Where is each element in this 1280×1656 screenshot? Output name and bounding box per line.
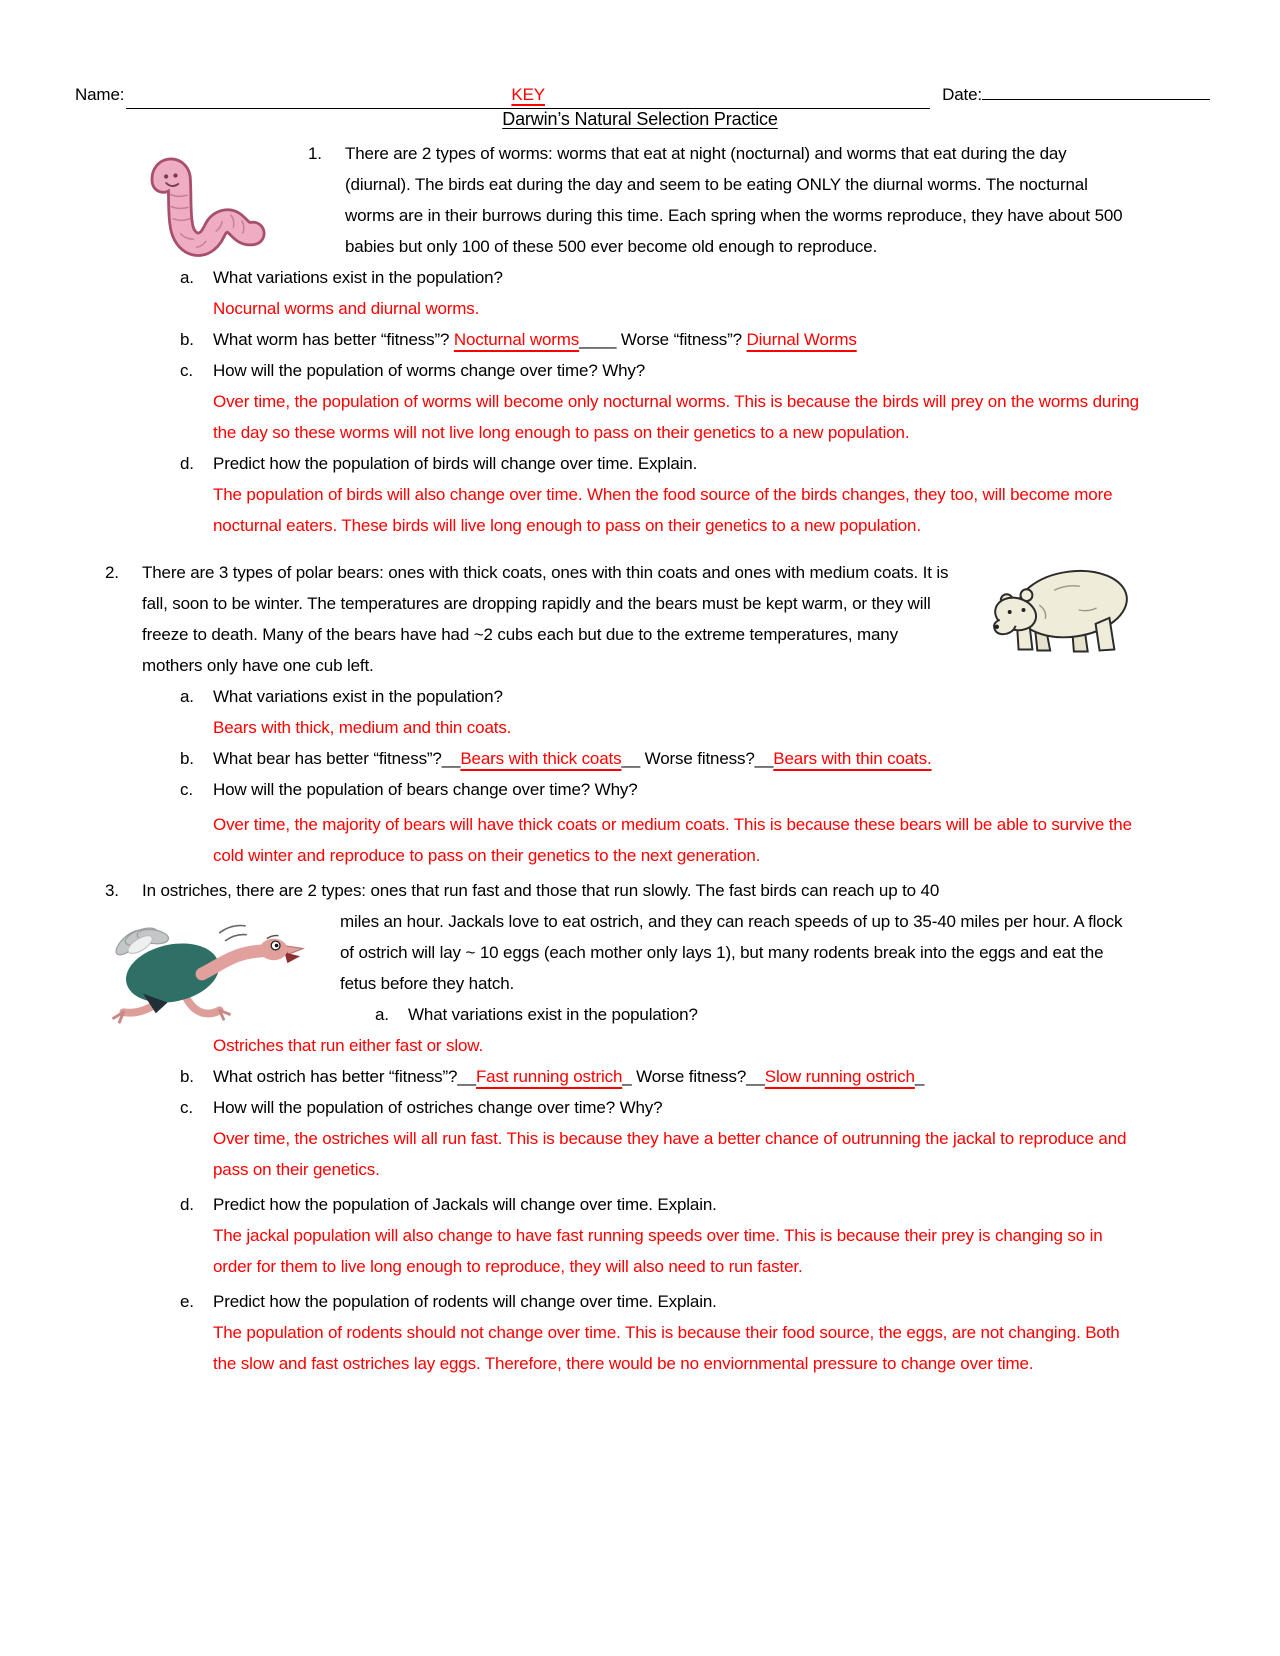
q1-part-b <box>180 324 1145 355</box>
q2-b-question: What bear has better “fitness”? <box>213 749 442 768</box>
q3-b-answer-worse: Slow running ostrich <box>764 1067 915 1086</box>
q3-intro-line1 <box>105 875 1235 906</box>
q1-b-answer-worse: Diurnal Worms <box>746 330 857 349</box>
q2-c-answer: Over time, the majority of bears will have thick coats or medium coats. This is because these bears will be able to survive the cold winter and reproduce to pass on their genetics to the next generation. <box>213 815 1132 865</box>
q3-b-blank3: __ <box>746 1067 765 1086</box>
date-label: Date: <box>942 85 982 104</box>
q3-b-blank4: _ <box>914 1067 925 1086</box>
q1-number: 1. <box>308 144 322 163</box>
q2-a-question: What variations exist in the population? <box>213 687 503 706</box>
q2-intro-text: There are 3 types of polar bears: ones with thick coats, ones with thin coats and ones with medium coats. It is fall, soon to be winter. The temperatures are dropping rapidly and the bears must be kept warm, or they will freeze to death. Many of the bears have had ~2 cubs each but due to the extreme temperatures, many mothers only have one cub left. <box>142 563 949 675</box>
q1-part-d <box>180 448 1145 479</box>
q3-intro-rest: miles an hour. Jackals love to eat ostrich, and they can reach speeds of up to 35-40 miles per hour. A flock of ostrich will lay ~ 10 eggs (each mother only lays 1), but many rodents break into the eggs and eat the fetus before they hatch. <box>340 912 1123 993</box>
q1-intro-text: There are 2 types of worms: worms that eat at night (nocturnal) and worms that eat during the day (diurnal). The birds eat during the day and seem to be eating ONLY the diurnal worms. The nocturnal worms are in their burrows during this time. Each spring when the worms reproduce, they have about 500 babies but only 100 of these 500 ever become old enough to reproduce. <box>345 144 1123 256</box>
q1-c-answer: Over time, the population of worms will become only nocturnal worms. This is because the birds will prey on the worms during the day so these worms will not live long enough to pass on their genetics to a new population. <box>213 392 1139 442</box>
q3-parts <box>180 999 1145 1379</box>
q3-d-question: Predict how the population of Jackals will change over time. Explain. <box>213 1195 717 1214</box>
q3-c-answer: Over time, the ostriches will all run fast. This is because they have a better chance of outrunning the jackal to reproduce and pass on their genetics. <box>213 1129 1127 1179</box>
q2-b-line <box>213 743 932 774</box>
q3-b-blank2: _ <box>622 1067 632 1086</box>
q2-parts <box>180 681 1145 871</box>
q3-a-answer: Ostriches that run either fast or slow. <box>213 1036 484 1055</box>
q1-b-worse-label: Worse “fitness”? <box>616 330 747 349</box>
q3-c-letter: c. <box>180 1098 193 1117</box>
q2-b-blank1: __ <box>441 749 461 768</box>
q3-part-b <box>180 1061 1145 1092</box>
q3-b-blank1: __ <box>457 1067 476 1086</box>
q1-c-question: How will the population of worms change over time? Why? <box>213 361 646 380</box>
q2-c-question: How will the population of bears change over time? Why? <box>213 780 638 799</box>
q1-d-letter: d. <box>180 454 194 473</box>
q3-intro-line1-text: In ostriches, there are 2 types: ones that run fast and those that run slowly. The fast birds can reach up to 40 <box>142 881 940 900</box>
q3-d-answer: The jackal population will also change to have fast running speeds over time. This is because their prey is changing so in order for them to live long enough to reproduce, they will also need to run faster. <box>213 1226 1103 1276</box>
q1-part-c <box>180 355 1145 386</box>
question-1 <box>0 138 1280 541</box>
polar-bear-illustration-icon <box>985 549 1143 671</box>
q3-part-e <box>180 1286 1145 1317</box>
q3-a-question: What variations exist in the population? <box>408 1005 698 1024</box>
ostrich-illustration-icon <box>92 919 307 1027</box>
q2-b-blank3: __ <box>754 749 774 768</box>
q2-part-b <box>180 743 1145 774</box>
worksheet-body <box>0 138 1280 1379</box>
q1-b-letter: b. <box>180 330 194 349</box>
q3-b-letter: b. <box>180 1067 194 1086</box>
q3-b-question: What ostrich has better “fitness”? <box>213 1067 458 1086</box>
q2-intro <box>105 557 960 681</box>
q2-part-a <box>180 681 1145 712</box>
key-answer: KEY <box>511 85 545 104</box>
q1-d-question: Predict how the population of birds will change over time. Explain. <box>213 454 698 473</box>
q1-d-answer: The population of birds will also change over time. When the food source of the birds changes, they too, will become more nocturnal eaters. These birds will live long enough to pass on their genetics to a new population. <box>213 485 1113 535</box>
q1-b-answer-better: Nocturnal worms <box>453 330 580 349</box>
q2-number: 2. <box>105 563 119 582</box>
q2-b-blank2: __ <box>621 749 641 768</box>
q1-a-answer: Nocurnal worms and diurnal worms. <box>213 299 480 318</box>
q3-b-worse-label: Worse fitness? <box>631 1067 747 1086</box>
q2-b-letter: b. <box>180 749 194 768</box>
q1-b-line <box>213 324 857 355</box>
q1-intro <box>308 138 1136 262</box>
q2-a-letter: a. <box>180 687 194 706</box>
q3-e-answer: The population of rodents should not change over time. This is because their food source, the eggs, are not changing. Both the slow and fast ostriches lay eggs. Therefore, there would be no enviornmental pressure to change over time. <box>213 1323 1120 1373</box>
q3-b-line <box>213 1061 924 1092</box>
q1-part-a <box>180 262 1145 293</box>
name-label: Name: <box>75 85 125 104</box>
q1-b-blank: ____ <box>579 330 617 349</box>
q3-part-a <box>375 999 1145 1030</box>
q2-part-c <box>180 774 1145 805</box>
question-2 <box>0 557 1280 871</box>
q2-b-answer-worse: Bears with thin coats. <box>773 749 932 768</box>
q2-b-answer-better: Bears with thick coats <box>460 749 622 768</box>
q3-e-question: Predict how the population of rodents will change over time. Explain. <box>213 1292 717 1311</box>
q1-a-letter: a. <box>180 268 194 287</box>
q1-parts <box>180 262 1145 541</box>
question-3 <box>0 875 1280 1379</box>
q2-a-answer: Bears with thick, medium and thin coats. <box>213 718 512 737</box>
q1-a-question: What variations exist in the population? <box>213 268 503 287</box>
q1-c-letter: c. <box>180 361 193 380</box>
page-title: Darwin’s Natural Selection Practice <box>502 109 778 129</box>
q1-b-question: What worm has better “fitness”? <box>213 330 454 349</box>
q3-e-letter: e. <box>180 1292 194 1311</box>
q2-c-letter: c. <box>180 780 193 799</box>
q3-d-letter: d. <box>180 1195 194 1214</box>
q3-a-letter: a. <box>375 1005 389 1024</box>
q3-part-c <box>180 1092 1145 1123</box>
q3-c-question: How will the population of ostriches change over time? Why? <box>213 1098 663 1117</box>
q3-number: 3. <box>105 881 119 900</box>
worm-illustration-icon <box>126 152 266 270</box>
date-line <box>982 74 1210 100</box>
q3-part-d <box>180 1189 1145 1220</box>
q2-b-worse-label: Worse fitness? <box>640 749 755 768</box>
q3-b-answer-better: Fast running ostrich <box>475 1067 623 1086</box>
